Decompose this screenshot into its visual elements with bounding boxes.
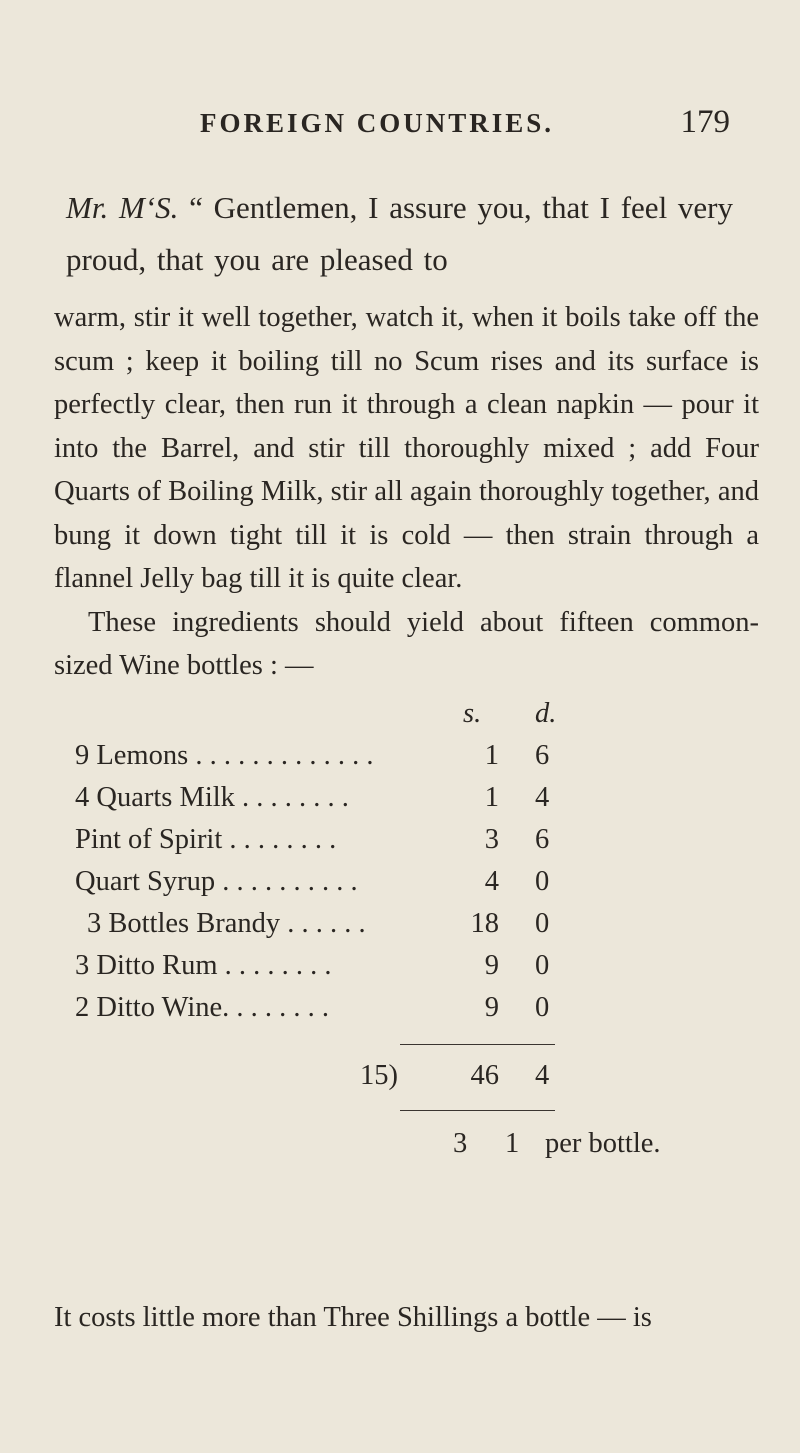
item-name: Quart Syrup . . . . . . . . . .	[75, 866, 358, 897]
item-name: 9 Lemons . . . . . . . . . . . . .	[75, 740, 374, 771]
dialogue-line	[66, 182, 756, 286]
table-row	[75, 992, 675, 1032]
item-shillings: 1	[484, 740, 499, 771]
item-pence: 0	[535, 866, 550, 897]
item-pence: 6	[535, 740, 550, 771]
total-row	[75, 1060, 675, 1100]
item-name: Pint of Spirit . . . . . . . .	[75, 824, 337, 855]
result-shillings: 3	[453, 1128, 468, 1159]
item-name: 3 Bottles Brandy . . . . . .	[87, 908, 366, 939]
paragraph-yield: These ingredients should yield about fifteen common-sized Wine bottles : —	[54, 606, 759, 681]
shillings-header: s.	[463, 698, 482, 729]
item-pence: 6	[535, 824, 550, 855]
item-shillings: 9	[484, 950, 499, 981]
pence-header: d.	[535, 698, 557, 729]
total-pence: 4	[535, 1060, 550, 1091]
item-name: 4 Quarts Milk . . . . . . . .	[75, 782, 349, 813]
total-shillings: 46	[470, 1060, 499, 1091]
table-row	[75, 866, 675, 906]
paragraph-instructions: warm, stir it well together, watch it, when it boils take off the scum ; keep it boiling till no Scum rises and its surface is perfectly clear, then run it through a clean napkin — pour it into the Barrel, and stir till thoroughly mixed ; add Four Quarts of Boiling Milk, stir all again thoroughly together, and bung it down tight till it is cold — then strain through a flannel Jelly bag till it is quite clear.	[54, 302, 759, 594]
item-pence: 4	[535, 782, 550, 813]
item-shillings: 18	[470, 908, 499, 939]
recipe-text	[54, 296, 759, 688]
result-rule	[400, 1110, 555, 1111]
running-head: FOREIGN COUNTRIES.	[200, 108, 555, 138]
table-row	[75, 824, 675, 864]
currency-header	[75, 698, 675, 734]
result-pence: 1	[505, 1128, 520, 1159]
speech-text: “ Gentlemen, I assure you, that I feel very proud, that you are pleased to	[66, 190, 734, 277]
per-bottle-row	[75, 1128, 675, 1168]
item-pence: 0	[535, 992, 550, 1023]
table-row	[75, 782, 675, 822]
item-shillings: 9	[484, 992, 499, 1023]
table-row	[75, 908, 675, 948]
table-row	[75, 740, 675, 780]
item-shillings: 4	[484, 866, 499, 897]
page-number: 179	[680, 104, 730, 140]
item-pence: 0	[535, 950, 550, 981]
page-header	[200, 104, 730, 148]
item-pence: 0	[535, 908, 550, 939]
item-shillings: 3	[484, 824, 499, 855]
total-divisor: 15)	[360, 1060, 398, 1091]
result-label: per bottle.	[545, 1128, 661, 1159]
item-name: 3 Ditto Rum . . . . . . . .	[75, 950, 332, 981]
speaker-name: Mr. M‘S.	[66, 190, 179, 225]
item-shillings: 1	[484, 782, 499, 813]
closing-line: It costs little more than Three Shillings a bottle — is	[54, 1302, 652, 1333]
sum-rule	[400, 1044, 555, 1045]
item-name: 2 Ditto Wine. . . . . . . .	[75, 992, 330, 1023]
table-row	[75, 950, 675, 990]
